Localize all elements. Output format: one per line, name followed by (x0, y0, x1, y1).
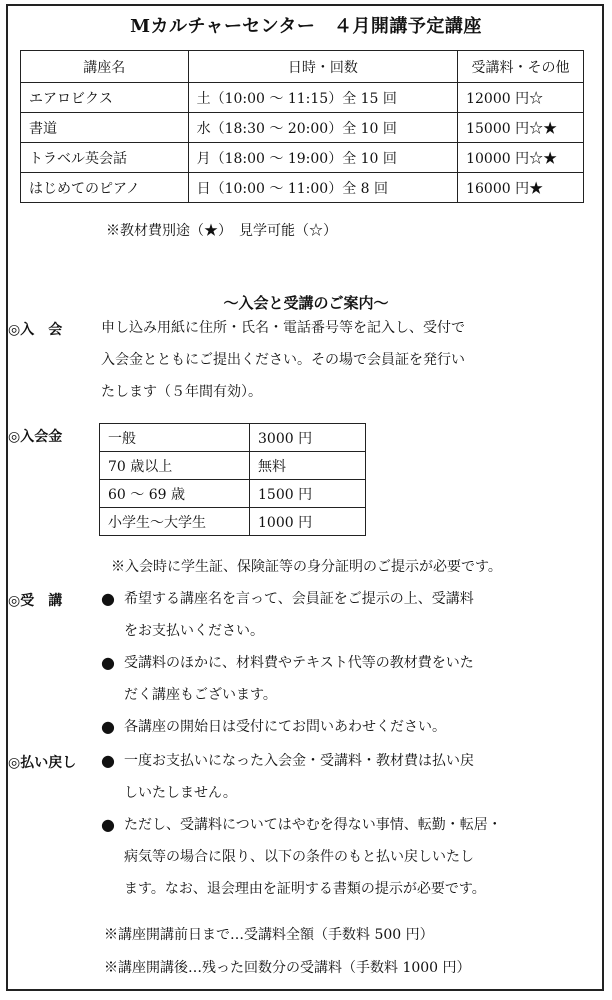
fee-amount-cell: 3000 円 (250, 424, 366, 452)
course-item (124, 583, 474, 647)
refund-note: ※講座開講後…残った回数分の受講料（手数料 1000 円） (104, 960, 471, 976)
page-title: Mカルチャーセンター ４月開講予定講座 (130, 16, 482, 37)
text-line: 入会金とともにご提出ください。その場で会員証を発行い (101, 352, 465, 368)
text-line: たします（５年間有効）。 (101, 384, 262, 400)
table-row (21, 113, 584, 143)
table-row (100, 480, 366, 508)
age-group-cell: 60 〜 69 歳 (100, 480, 250, 508)
age-group-cell: 小学生〜大学生 (100, 508, 250, 536)
table-row (21, 173, 584, 203)
refund-note: ※講座開講前日まで…受講料全額（手数料 500 円） (104, 927, 434, 943)
course-name-cell: エアロビクス (21, 83, 189, 113)
bullet-icon: ● (101, 589, 115, 608)
table-row (21, 143, 584, 173)
table-row (100, 424, 366, 452)
header-fee: 受講料・その他 (458, 51, 584, 83)
text-line: 一度お支払いになった入会金・受講料・教材費は払い戻 (124, 753, 474, 769)
course-item (124, 647, 474, 711)
text-line: だく講座もございます。 (124, 687, 277, 703)
admission-fee-table (99, 423, 366, 536)
fee-note: ※入会時に学生証、保険証等の身分証明のご提示が必要です。 (111, 559, 502, 575)
course-item (124, 711, 446, 743)
text-line: をお支払いください。 (124, 623, 264, 639)
fee-cell: 16000 円★ (458, 173, 584, 203)
bullet-icon: ● (101, 717, 115, 736)
refund-label: ◎払い戻し (8, 755, 77, 771)
bullet-icon: ● (101, 815, 115, 834)
table-row (100, 452, 366, 480)
fee-amount-cell: 1000 円 (250, 508, 366, 536)
text-line: 受講料のほかに、材料費やテキスト代等の教材費をいた (124, 655, 474, 671)
text-line: ただし、受講料についてはやむを得ない事情、転勤・転居・ (124, 817, 502, 833)
datetime-cell: 月（18:00 〜 19:00）全 10 回 (188, 143, 457, 173)
refund-item (124, 809, 502, 905)
admission-text (101, 312, 465, 408)
datetime-cell: 土（10:00 〜 11:15）全 15 回 (188, 83, 457, 113)
course-label: ◎受 講 (8, 593, 63, 609)
datetime-cell: 日（10:00 〜 11:00）全 8 回 (188, 173, 457, 203)
table-row (21, 83, 584, 113)
course-name-cell: 書道 (21, 113, 189, 143)
guide-heading: 〜入会と受講のご案内〜 (223, 294, 389, 312)
text-line: 希望する講座名を言って、会員証をご提示の上、受講料 (124, 591, 474, 607)
fee-cell: 10000 円☆★ (458, 143, 584, 173)
fee-amount-cell: 無料 (250, 452, 366, 480)
header-datetime: 日時・回数 (188, 51, 457, 83)
text-line: 各講座の開始日は受付にてお問いあわせください。 (124, 719, 446, 735)
age-group-cell: 70 歳以上 (100, 452, 250, 480)
course-schedule-table (20, 50, 584, 203)
bullet-icon: ● (101, 751, 115, 770)
text-line: 病気等の場合に限り、以下の条件のもと払い戻しいたし (124, 849, 474, 865)
schedule-legend-note: ※教材費別途（★） 見学可能（☆） (106, 223, 337, 239)
table-header-row (21, 51, 584, 83)
fee-label: ◎入会金 (8, 429, 63, 445)
text-line: しいたしません。 (124, 785, 237, 801)
admission-label: ◎入 会 (8, 322, 63, 338)
datetime-cell: 水（18:30 〜 20:00）全 10 回 (188, 113, 457, 143)
text-line: ます。なお、退会理由を証明する書類の提示が必要です。 (124, 881, 486, 897)
fee-amount-cell: 1500 円 (250, 480, 366, 508)
course-name-cell: トラベル英会話 (21, 143, 189, 173)
course-name-cell: はじめてのピアノ (21, 173, 189, 203)
text-line: 申し込み用紙に住所・氏名・電話番号等を記入し、受付で (101, 320, 465, 336)
age-group-cell: 一般 (100, 424, 250, 452)
header-course-name: 講座名 (21, 51, 189, 83)
table-row (100, 508, 366, 536)
bullet-icon: ● (101, 653, 115, 672)
refund-item (124, 745, 474, 809)
fee-cell: 12000 円☆ (458, 83, 584, 113)
fee-cell: 15000 円☆★ (458, 113, 584, 143)
